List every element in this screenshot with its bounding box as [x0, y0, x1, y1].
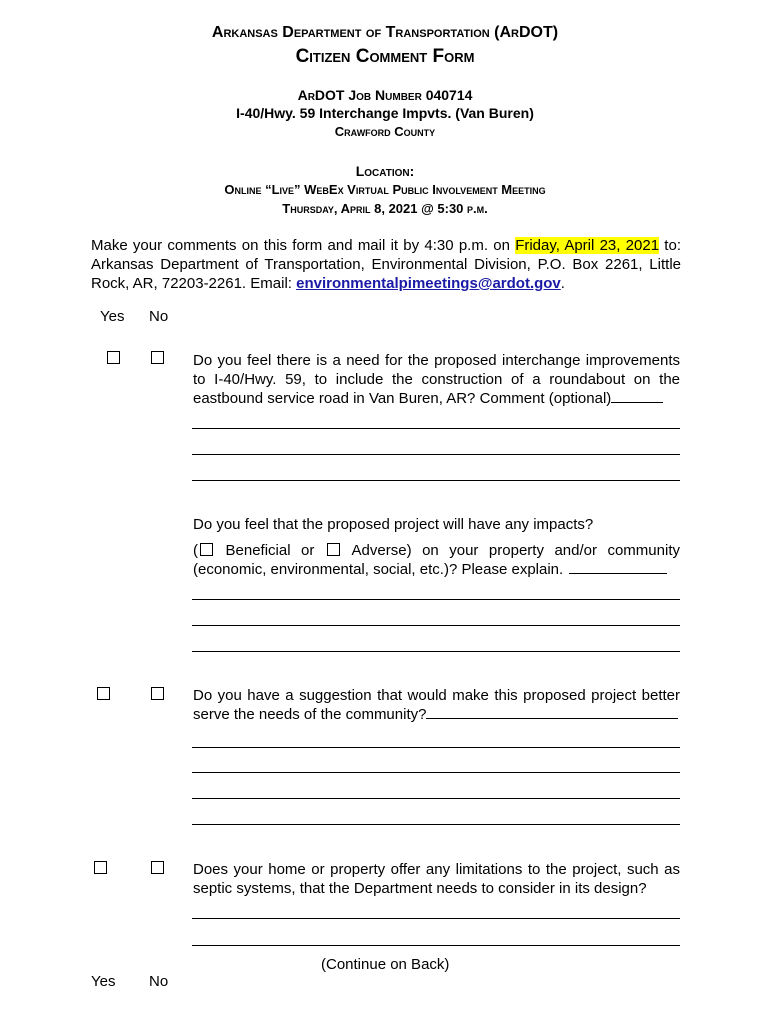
q1-answer-line-3[interactable]: [192, 480, 680, 481]
q1-inline-blank[interactable]: [611, 390, 663, 403]
q2-answer-line-1[interactable]: [192, 599, 680, 600]
q4-answer-line-2[interactable]: [192, 945, 680, 946]
q1-answer-line-2[interactable]: [192, 454, 680, 455]
project-name: I-40/Hwy. 59 Interchange Impvts. (Van Buren): [236, 105, 534, 121]
question-4: Does your home or property offer any limitations to the project, such as septic systems, that the Department needs to consider in its design?: [193, 861, 680, 897]
beneficial-checkbox[interactable]: [200, 543, 213, 556]
q3-no-checkbox[interactable]: [151, 687, 164, 700]
q2-impacts-text: Adverse) on your property and/or community (economic, environmental, social, etc.)? Please explain.: [193, 542, 680, 578]
q1-answer-line-1[interactable]: [192, 428, 680, 429]
instructions-paragraph: [91, 236, 681, 293]
q1-no-checkbox[interactable]: [151, 351, 164, 364]
q3-answer-line-4[interactable]: [192, 824, 680, 825]
question-2-impacts: [193, 541, 680, 579]
question-1: [193, 351, 680, 408]
q3-answer-line-3[interactable]: [192, 798, 680, 799]
q1-yes-checkbox[interactable]: [107, 351, 120, 364]
question-1-text: Do you feel there is a need for the proposed interchange improvements to I-40/Hwy. 59, to include the construction of a roundabout on the eastbound service road in Van Buren, AR? Comment (optional): [193, 352, 680, 407]
continue-on-back: (Continue on Back): [321, 956, 450, 973]
beneficial-label: Beneficial or: [225, 542, 315, 559]
deadline-date: Friday, April 23, 2021: [515, 237, 660, 254]
q4-answer-line-1[interactable]: [192, 918, 680, 919]
q4-no-checkbox[interactable]: [151, 861, 164, 874]
county-name: Crawford County: [334, 124, 436, 139]
meeting-date: Thursday, April 8, 2021 @ 5:30 p.m.: [282, 201, 488, 216]
q2-answer-line-2[interactable]: [192, 625, 680, 626]
q3-answer-line-1[interactable]: [192, 747, 680, 748]
q3-yes-checkbox[interactable]: [97, 687, 110, 700]
question-3-text: Do you have a suggestion that would make this proposed project better serve the needs of the community?: [193, 687, 680, 723]
location-label: Location:: [355, 163, 415, 179]
adverse-checkbox[interactable]: [327, 543, 340, 556]
q2-answer-line-3[interactable]: [192, 651, 680, 652]
q3-inline-blank[interactable]: [426, 706, 678, 719]
yes-column-header: Yes: [100, 308, 125, 325]
email-link[interactable]: environmentalpimeetings@ardot.gov: [296, 275, 561, 292]
yes-column-footer: Yes: [91, 973, 116, 990]
no-column-footer: No: [149, 973, 169, 990]
question-2: Do you feel that the proposed project will have any impacts?: [193, 516, 594, 533]
meeting-name: Online “Live” WebEx Virtual Public Involvement Meeting: [224, 182, 546, 197]
q4-yes-checkbox[interactable]: [94, 861, 107, 874]
form-title: Citizen Comment Form: [295, 46, 475, 67]
job-number: ArDOT Job Number 040714: [297, 87, 473, 103]
instructions-text-2: to: Arkansas Department of Transportation, Environmental Division, P.O. Box 2261, Little Rock, AR, 72203-2261. Email:: [91, 237, 681, 292]
agency-name: Arkansas Department of Transportation (ArDOT): [211, 24, 559, 41]
no-column-header: No: [149, 308, 169, 325]
q2-open-paren: (: [193, 542, 198, 559]
q2-inline-blank[interactable]: [569, 561, 667, 574]
q3-answer-line-2[interactable]: [192, 772, 680, 773]
instructions-period: .: [560, 275, 565, 292]
instructions-text-1: Make your comments on this form and mail it by 4:30 p.m. on: [91, 237, 516, 254]
question-3: [193, 686, 680, 724]
